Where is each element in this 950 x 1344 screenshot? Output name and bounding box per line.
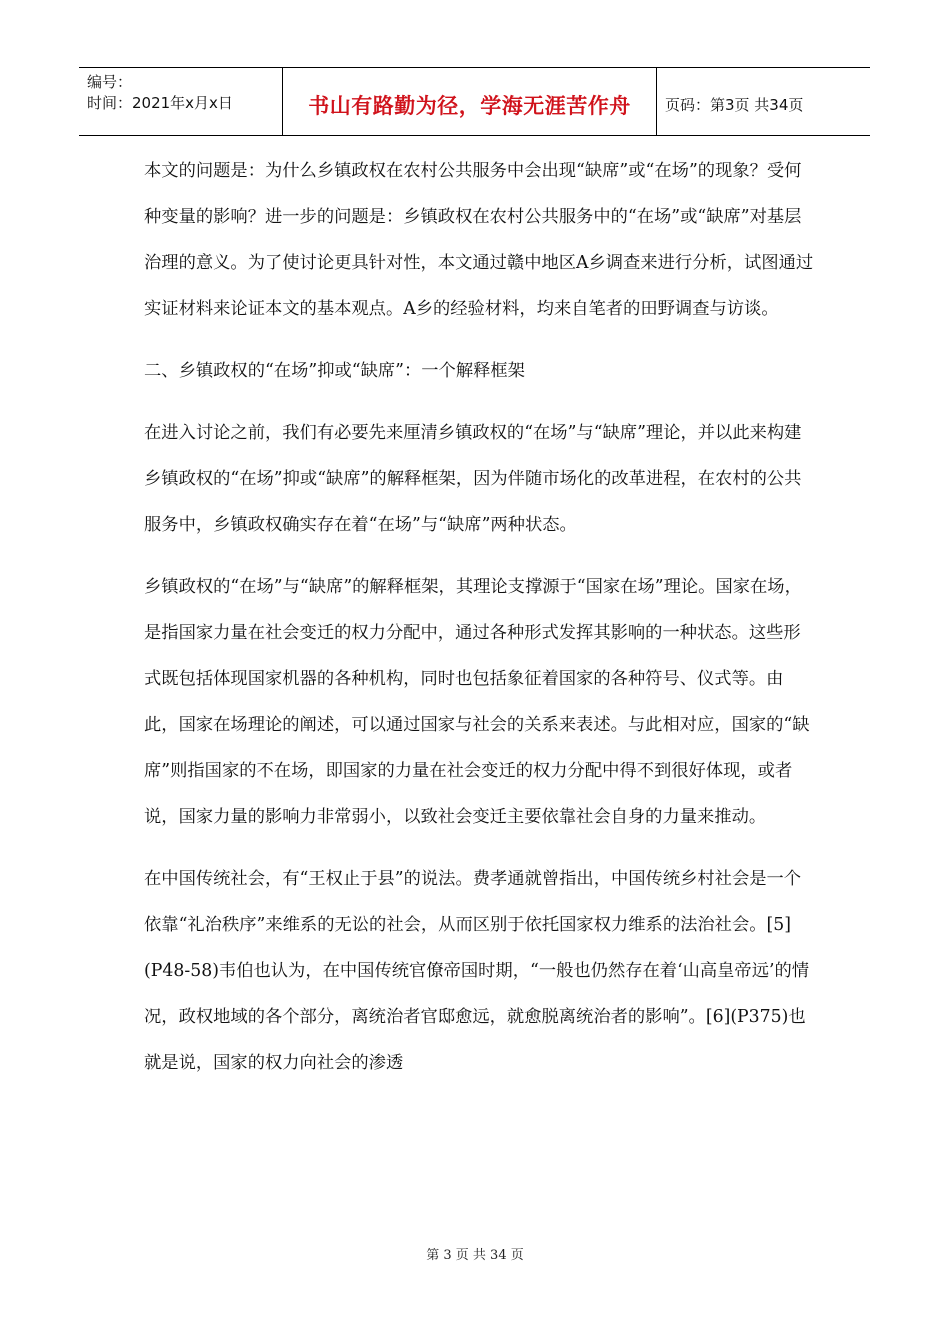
header-motto-cell — [283, 68, 657, 135]
header-meta-cell — [79, 68, 283, 135]
page-footer: 第 3 页 共 34 页 — [426, 1248, 524, 1263]
document-header — [79, 67, 870, 136]
document-body — [144, 148, 816, 1086]
header-page-cell — [657, 68, 870, 135]
paragraph-2: 在进入讨论之前，我们有必要先来厘清乡镇政权的“在场”与“缺席”理论，并以此来构建乡镇政权的“在场”抑或“缺席”的解释框架，因为伴随市场化的改革进程，在农村的公共服务中，乡镇政权确实存在着“在场”与“缺席”两种状态。 — [144, 423, 802, 535]
number-label: 编号： — [87, 73, 133, 91]
paragraph-4: 在中国传统社会，有“王权止于县”的说法。费孝通就曾指出，中国传统乡村社会是一个依靠“礼治秩序”来维系的无讼的社会，从而区别于依托国家权力维系的法治社会。[5](P48-58)韦伯也认为，在中国传统官僚帝国时期，“一般也仍然存在着‘山高皇帝远’的情况，政权地域的各个部分，离统治者官邸愈远，就愈脱离统治者的影响”。[6](P375)也就是说，国家的权力向社会的渗透 — [144, 869, 810, 1073]
section-heading: 二、乡镇政权的“在场”抑或“缺席”：一个解释框架 — [144, 361, 525, 381]
paragraph-1: 本文的问题是：为什么乡镇政权在农村公共服务中会出现“缺席”或“在场”的现象？受何种变量的影响？进一步的问题是：乡镇政权在农村公共服务中的“在场”或“缺席”对基层治理的意义。为了使讨论更具针对性，本文通过赣中地区A乡调查来进行分析，试图通过实证材料来论证本文的基本观点。A乡的经验材料，均来自笔者的田野调查与访谈。 — [144, 161, 814, 319]
paragraph-3: 乡镇政权的“在场”与“缺席”的解释框架，其理论支撑源于“国家在场”理论。国家在场，是指国家力量在社会变迁的权力分配中，通过各种形式发挥其影响的一种状态。这些形式既包括体现国家机器的各种机构，同时也包括象征着国家的各种符号、仪式等。由此，国家在场理论的阐述，可以通过国家与社会的关系来表述。与此相对应，国家的“缺席”则指国家的不在场，即国家的力量在社会变迁的权力分配中得不到很好体现，或者说，国家力量的影响力非常弱小，以致社会变迁主要依靠社会自身的力量来推动。 — [144, 577, 810, 827]
date-label: 时间：2021年x月x日 — [87, 94, 233, 112]
header-page-info: 页码：第3页 共34页 — [665, 96, 804, 114]
header-motto: 书山有路勤为径，学海无涯苦作舟 — [308, 93, 631, 118]
